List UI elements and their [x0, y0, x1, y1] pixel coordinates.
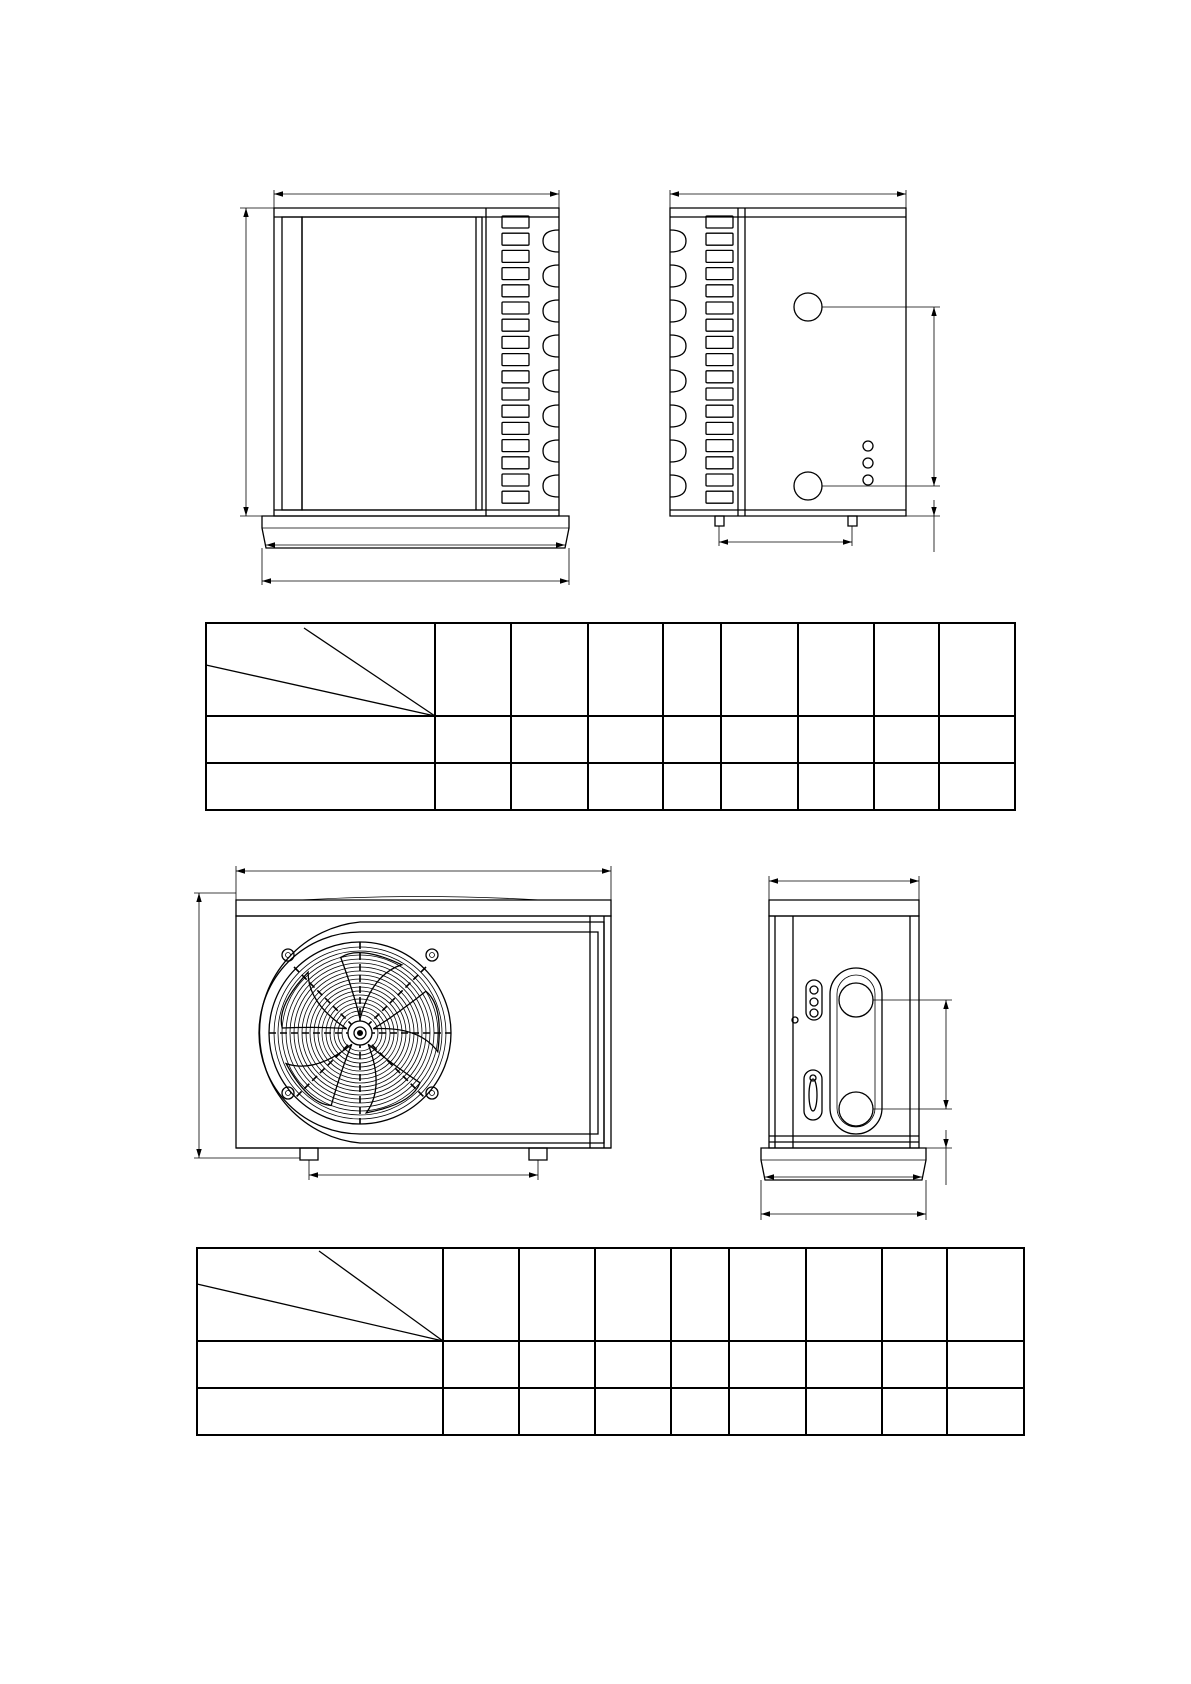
header-diagonal	[197, 1284, 443, 1341]
grille-slot	[706, 285, 733, 297]
mounting-foot	[715, 516, 724, 526]
tube-bend	[670, 300, 686, 322]
dimension-table-2	[197, 1248, 1024, 1435]
grille-slot	[502, 457, 529, 469]
mounting-foot	[300, 1148, 318, 1160]
tube-bend	[543, 440, 559, 462]
mounting-foot	[529, 1148, 547, 1160]
grille-slot	[502, 354, 529, 366]
tube-bend	[670, 475, 686, 497]
grille-slot	[502, 302, 529, 314]
cable-gland	[863, 458, 873, 468]
grille-slot	[706, 371, 733, 383]
grille-slot	[502, 250, 529, 262]
mounting-foot	[848, 516, 857, 526]
grille-slot	[502, 388, 529, 400]
grille-slot	[502, 285, 529, 297]
grille-slot	[706, 319, 733, 331]
grille-slot	[706, 440, 733, 452]
grille-slot	[502, 268, 529, 280]
grille-slot	[502, 233, 529, 245]
grille-slot	[706, 388, 733, 400]
coil-tube-bends	[670, 230, 686, 497]
grille-slot	[502, 440, 529, 452]
drain-slot	[804, 1070, 822, 1120]
water-outlet-connection	[794, 472, 822, 500]
grille-slot	[706, 405, 733, 417]
tube-bend	[543, 265, 559, 287]
model-a-side-view	[670, 190, 940, 552]
tab-hole	[426, 949, 438, 961]
grille-slot	[502, 371, 529, 383]
grille-slot	[502, 491, 529, 503]
grille-slot	[502, 336, 529, 348]
model-b-front-view	[194, 866, 611, 1180]
grille-slot	[502, 405, 529, 417]
grille-slots	[502, 216, 529, 503]
header-diagonal	[304, 628, 435, 716]
grille-slot	[706, 216, 733, 228]
grille-slot	[706, 302, 733, 314]
tube-bend	[543, 405, 559, 427]
grille-slot	[706, 457, 733, 469]
grille-slot	[502, 216, 529, 228]
tube-bend	[543, 230, 559, 252]
grille-slot	[502, 422, 529, 434]
header-diagonal	[319, 1251, 443, 1341]
header-diagonal	[206, 665, 435, 716]
model-a-front-view	[240, 190, 569, 585]
cable-gland	[863, 441, 873, 451]
grille-slot	[502, 474, 529, 486]
grille-slot	[706, 233, 733, 245]
grille-slot	[706, 474, 733, 486]
dimension-table-1	[206, 623, 1015, 810]
water-inlet-connection	[794, 293, 822, 321]
grille-slot	[706, 354, 733, 366]
tube-bend	[543, 475, 559, 497]
model-b-side-view	[761, 876, 952, 1220]
tube-bend	[670, 370, 686, 392]
tube-bend	[670, 230, 686, 252]
tube-bend	[670, 335, 686, 357]
tube-bend	[670, 440, 686, 462]
tube-bend	[670, 405, 686, 427]
tube-bend	[543, 335, 559, 357]
grille-slot	[706, 336, 733, 348]
water-inlet-connection	[839, 983, 873, 1017]
coil-tube-bends	[543, 230, 559, 497]
grille-slot	[706, 250, 733, 262]
tube-bend	[670, 265, 686, 287]
tube-bend	[543, 370, 559, 392]
cable-gland	[863, 475, 873, 485]
grille-slot	[502, 319, 529, 331]
tube-bend	[543, 300, 559, 322]
grille-slot	[706, 422, 733, 434]
water-outlet-connection	[839, 1092, 873, 1126]
grille-slots	[706, 216, 733, 503]
grille-slot	[706, 268, 733, 280]
grille-slot	[706, 491, 733, 503]
